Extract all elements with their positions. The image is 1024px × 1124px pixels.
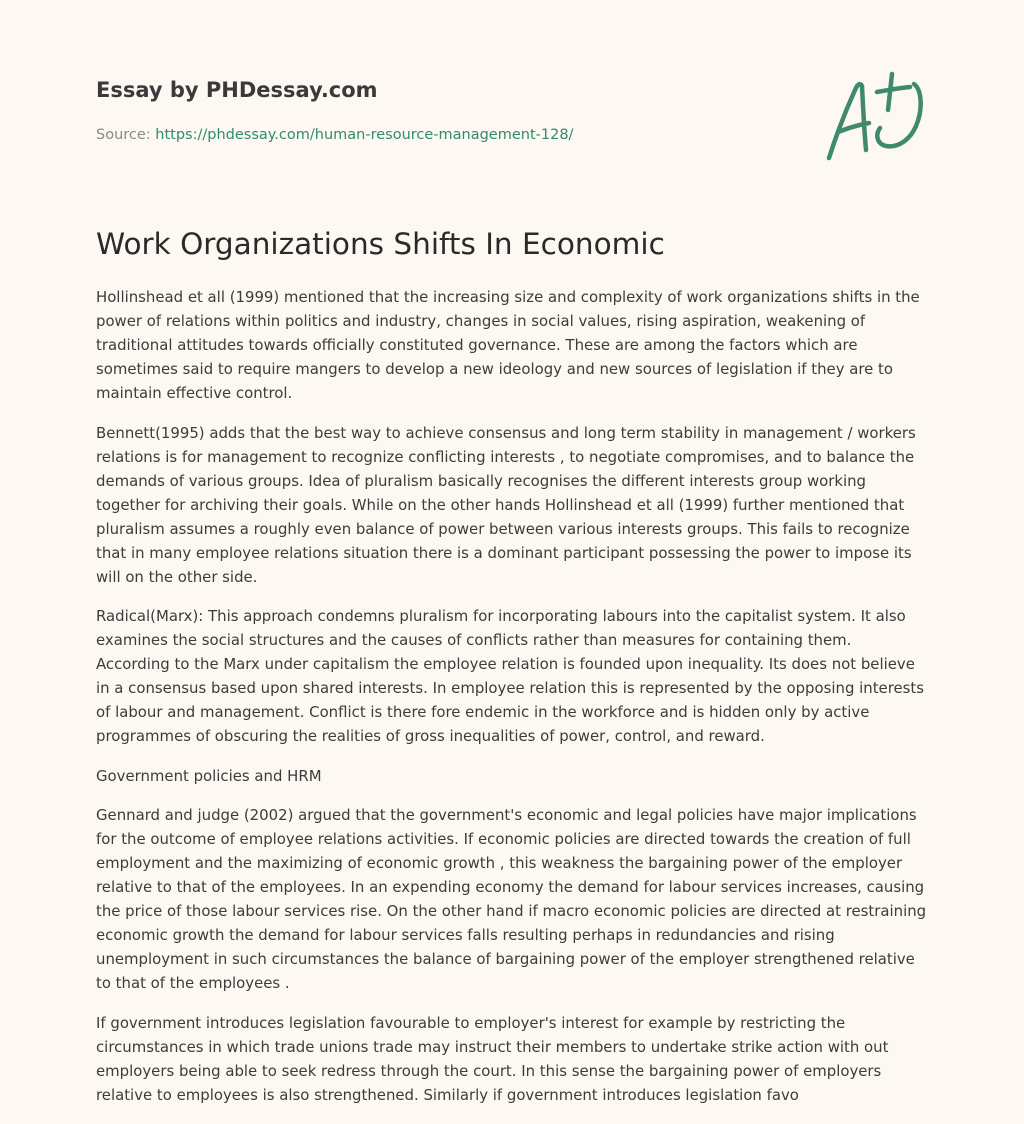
page-header bbox=[96, 76, 796, 145]
essay-paragraph: Radical(Marx): This approach condemns pluralism for incorporating labours into the capitalist system. It also examines the social structures and the causes of conflicts rather than measures for containing them. According to the Marx under capitalism the employee relation is founded upon inequality. Its does not believe in a consensus based upon shared interests. In employee relation this is represented by the opposing interests of labour and management. Conflict is there fore endemic in the workforce and is hidden only by active programmes of obscuring the realities of gross inequalities of power, control, and reward. bbox=[96, 607, 925, 745]
a-plus-grade-logo-icon bbox=[822, 66, 932, 166]
source-line bbox=[96, 125, 796, 145]
source-label: Source: bbox=[96, 127, 156, 143]
essay-title: Work Organizations Shifts In Economic bbox=[96, 227, 665, 261]
essay-paragraph: Bennett(1995) adds that the best way to achieve consensus and long term stability in management / workers relations is for management to recognize conflicting interests , to negotiate compromises, and to balance the demands of various groups. Idea of pluralism basically recognises the different interests group working together for archiving their goals. While on the other hands Hollinshead et all (1999) further mentioned that pluralism assumes a roughly even balance of power between various interests groups. This fails to recognize that in many employee relations situation there is a dominant participant possessing the power to impose its will on the other side. bbox=[96, 423, 916, 586]
essay-paragraph: If government introduces legislation favourable to employer's interest for example by restricting the circumstances in which trade unions trade may instruct their members to undertake strike action with out employers being able to seek redress through the court. In this sense the bargaining power of employers relative to employees is also strengthened. Similarly if government introduces legislation favo bbox=[96, 1013, 889, 1104]
section-heading: Government policies and HRM bbox=[96, 766, 322, 785]
essay-body bbox=[96, 285, 928, 1122]
source-link[interactable]: https://phdessay.com/human-resource-management-128/ bbox=[155, 127, 574, 143]
essay-paragraph: Hollinshead et all (1999) mentioned that the increasing size and complexity of work organizations shifts in the power of relations within politics and industry, changes in social values, rising aspiration, weakening of traditional attitudes towards officially constituted governance. These are among the factors which are sometimes said to require mangers to develop a new ideology and new sources of legislation if they are to maintain effective control. bbox=[96, 288, 920, 402]
site-title: Essay by PHDessay.com bbox=[96, 78, 378, 102]
essay-paragraph: Gennard and judge (2002) argued that the government's economic and legal policies have major implications for the outcome of employee relations activities. If economic policies are directed towards the creation of full employment and the maximizing of economic growth , this weakness the bargaining power of the employer relative to that of the employees. In an expending economy the demand for labour services increases, causing the price of those labour services rise. On the other hand if macro economic policies are directed at restraining economic growth the demand for labour services falls resulting perhaps in redundancies and rising unemployment in such circumstances the balance of bargaining power of the employer strengthened relative to that of the employees . bbox=[96, 806, 927, 992]
